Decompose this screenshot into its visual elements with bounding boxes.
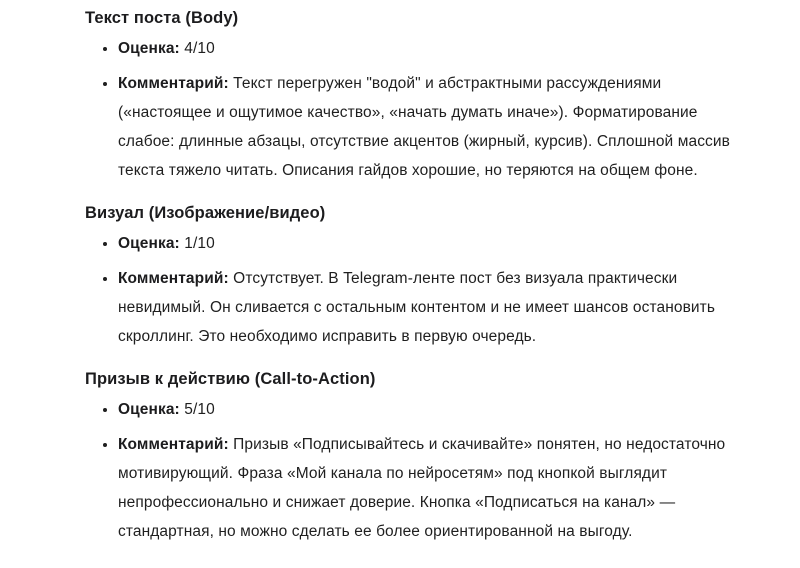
- score-value: 5/10: [184, 401, 215, 418]
- section-post-body: [85, 6, 756, 185]
- bullet-list: [85, 395, 756, 546]
- comment-text: Текст перегружен "водой" и абстрактными рассуждениями («настоящее и ощутимое качество», «начать думать иначе»). Форматирование слабое: длинные абзацы, отсутствие акцентов (жирный, курсив). Сплошной массив текста тяжело читать. Описания гайдов хорошие, но теряются на общем фоне.: [118, 75, 730, 179]
- comment-label: Комментарий:: [118, 436, 229, 453]
- comment-item: [118, 430, 756, 546]
- comment-text: Отсутствует. В Telegram-ленте пост без визуала практически невидимый. Он сливается с остальным контентом и не имеет шансов остановить скроллинг. Это необходимо исправить в первую очередь.: [118, 270, 716, 345]
- score-label: Оценка:: [118, 235, 180, 252]
- score-item: [118, 395, 756, 424]
- section-call-to-action: [85, 367, 756, 546]
- section-heading: Текст поста (Body): [85, 9, 239, 27]
- section-heading: Визуал (Изображение/видео): [85, 204, 326, 222]
- score-label: Оценка:: [118, 40, 180, 57]
- comment-item: [118, 69, 756, 185]
- score-item: [118, 34, 756, 63]
- score-label: Оценка:: [118, 401, 180, 418]
- section-heading: Призыв к действию (Call-to-Action): [85, 370, 376, 388]
- section-visual: [85, 201, 756, 351]
- score-item: [118, 229, 756, 258]
- score-value: 4/10: [184, 40, 215, 57]
- comment-label: Комментарий:: [118, 270, 229, 287]
- comment-text: Призыв «Подписывайтесь и скачивайте» понятен, но недостаточно мотивирующий. Фраза «Мой канала по нейросетям» под кнопкой выглядит непрофессионально и снижает доверие. Кнопка «Подписаться на канал» — стандартная, но можно сделать ее более ориентированной на выгоду.: [118, 436, 726, 540]
- bullet-list: [85, 34, 756, 185]
- comment-item: [118, 264, 756, 351]
- bullet-list: [85, 229, 756, 351]
- score-value: 1/10: [184, 235, 215, 252]
- comment-label: Комментарий:: [118, 75, 229, 92]
